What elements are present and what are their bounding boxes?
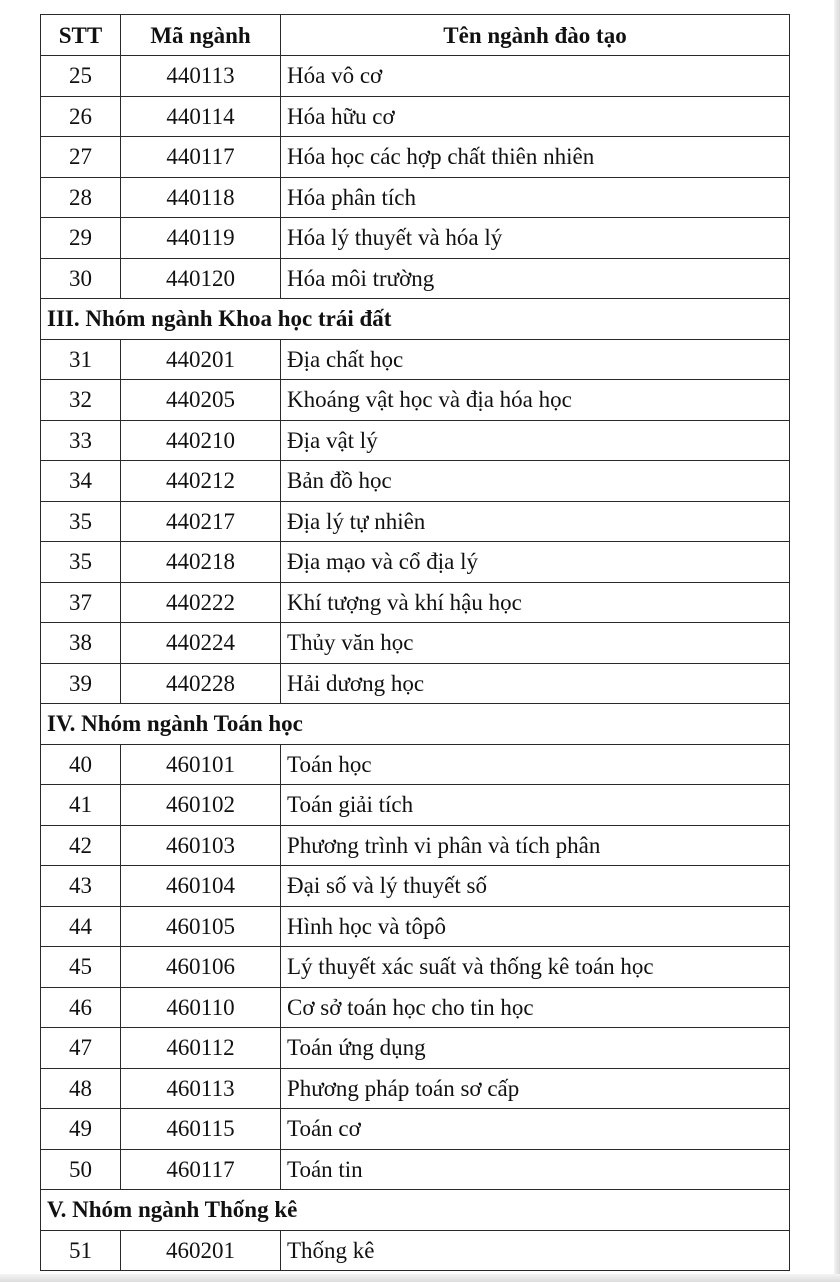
table-row bbox=[41, 258, 790, 299]
table-row bbox=[41, 663, 790, 704]
code-cell: 440218 bbox=[121, 542, 281, 583]
name-cell: Lý thuyết xác suất và thống kê toán học bbox=[281, 947, 790, 988]
stt-cell: 45 bbox=[41, 947, 121, 988]
stt-cell: 44 bbox=[41, 906, 121, 947]
header-name: Tên ngành đào tạo bbox=[281, 15, 790, 56]
table-row bbox=[41, 137, 790, 178]
name-cell: Cơ sở toán học cho tin học bbox=[281, 987, 790, 1028]
code-cell: 460115 bbox=[121, 1109, 281, 1150]
stt-cell: 40 bbox=[41, 744, 121, 785]
name-cell: Phương trình vi phân và tích phân bbox=[281, 825, 790, 866]
table-row bbox=[41, 825, 790, 866]
stt-cell: 35 bbox=[41, 501, 121, 542]
table-row bbox=[41, 177, 790, 218]
group-heading: III. Nhóm ngành Khoa học trái đất bbox=[41, 299, 790, 340]
header-row bbox=[41, 15, 790, 56]
stt-cell: 43 bbox=[41, 866, 121, 907]
group-row bbox=[41, 299, 790, 340]
name-cell: Khí tượng và khí hậu học bbox=[281, 582, 790, 623]
table-row bbox=[41, 866, 790, 907]
stt-cell: 32 bbox=[41, 380, 121, 421]
table-row bbox=[41, 1149, 790, 1190]
code-cell: 460117 bbox=[121, 1149, 281, 1190]
code-cell: 440117 bbox=[121, 137, 281, 178]
code-cell: 460103 bbox=[121, 825, 281, 866]
table-row bbox=[41, 542, 790, 583]
table-row bbox=[41, 420, 790, 461]
name-cell: Bản đồ học bbox=[281, 461, 790, 502]
name-cell: Phương pháp toán sơ cấp bbox=[281, 1068, 790, 1109]
header-stt: STT bbox=[41, 15, 121, 56]
code-cell: 440119 bbox=[121, 218, 281, 259]
stt-cell: 48 bbox=[41, 1068, 121, 1109]
code-cell: 460201 bbox=[121, 1230, 281, 1271]
table-row bbox=[41, 947, 790, 988]
table-row bbox=[41, 461, 790, 502]
name-cell: Hóa lý thuyết và hóa lý bbox=[281, 218, 790, 259]
stt-cell: 34 bbox=[41, 461, 121, 502]
stt-cell: 35 bbox=[41, 542, 121, 583]
name-cell: Khoáng vật học và địa hóa học bbox=[281, 380, 790, 421]
table-row bbox=[41, 906, 790, 947]
stt-cell: 51 bbox=[41, 1230, 121, 1271]
name-cell: Địa vật lý bbox=[281, 420, 790, 461]
table-header bbox=[41, 15, 790, 56]
name-cell: Toán giải tích bbox=[281, 785, 790, 826]
name-cell: Hóa hữu cơ bbox=[281, 96, 790, 137]
table-row bbox=[41, 623, 790, 664]
table-row bbox=[41, 1068, 790, 1109]
code-cell: 440114 bbox=[121, 96, 281, 137]
stt-cell: 42 bbox=[41, 825, 121, 866]
stt-cell: 39 bbox=[41, 663, 121, 704]
stt-cell: 29 bbox=[41, 218, 121, 259]
name-cell: Hóa môi trường bbox=[281, 258, 790, 299]
code-cell: 460101 bbox=[121, 744, 281, 785]
stt-cell: 31 bbox=[41, 339, 121, 380]
code-cell: 460113 bbox=[121, 1068, 281, 1109]
table-row bbox=[41, 582, 790, 623]
majors-table bbox=[40, 14, 790, 1271]
name-cell: Hóa học các hợp chất thiên nhiên bbox=[281, 137, 790, 178]
name-cell: Hải dương học bbox=[281, 663, 790, 704]
table-row bbox=[41, 218, 790, 259]
name-cell: Địa mạo và cổ địa lý bbox=[281, 542, 790, 583]
table-row bbox=[41, 339, 790, 380]
table-row bbox=[41, 785, 790, 826]
group-heading: V. Nhóm ngành Thống kê bbox=[41, 1190, 790, 1231]
page-edge-right bbox=[834, 0, 840, 1282]
code-cell: 440212 bbox=[121, 461, 281, 502]
code-cell: 440210 bbox=[121, 420, 281, 461]
table-row bbox=[41, 56, 790, 97]
table-row bbox=[41, 987, 790, 1028]
code-cell: 460110 bbox=[121, 987, 281, 1028]
stt-cell: 41 bbox=[41, 785, 121, 826]
code-cell: 440205 bbox=[121, 380, 281, 421]
name-cell: Thống kê bbox=[281, 1230, 790, 1271]
code-cell: 460112 bbox=[121, 1028, 281, 1069]
stt-cell: 38 bbox=[41, 623, 121, 664]
page-edge-bottom bbox=[0, 1274, 840, 1282]
name-cell: Hóa phân tích bbox=[281, 177, 790, 218]
code-cell: 440201 bbox=[121, 339, 281, 380]
group-row bbox=[41, 1190, 790, 1231]
stt-cell: 50 bbox=[41, 1149, 121, 1190]
stt-cell: 33 bbox=[41, 420, 121, 461]
name-cell: Toán ứng dụng bbox=[281, 1028, 790, 1069]
name-cell: Hóa vô cơ bbox=[281, 56, 790, 97]
code-cell: 440118 bbox=[121, 177, 281, 218]
code-cell: 460105 bbox=[121, 906, 281, 947]
name-cell: Toán học bbox=[281, 744, 790, 785]
code-cell: 440228 bbox=[121, 663, 281, 704]
code-cell: 440120 bbox=[121, 258, 281, 299]
name-cell: Địa lý tự nhiên bbox=[281, 501, 790, 542]
code-cell: 460104 bbox=[121, 866, 281, 907]
stt-cell: 27 bbox=[41, 137, 121, 178]
table-body bbox=[41, 56, 790, 1271]
group-heading: IV. Nhóm ngành Toán học bbox=[41, 704, 790, 745]
code-cell: 440224 bbox=[121, 623, 281, 664]
name-cell: Địa chất học bbox=[281, 339, 790, 380]
name-cell: Thủy văn học bbox=[281, 623, 790, 664]
group-row bbox=[41, 704, 790, 745]
code-cell: 460106 bbox=[121, 947, 281, 988]
header-code: Mã ngành bbox=[121, 15, 281, 56]
stt-cell: 28 bbox=[41, 177, 121, 218]
name-cell: Toán cơ bbox=[281, 1109, 790, 1150]
table-row bbox=[41, 1109, 790, 1150]
table-row bbox=[41, 1230, 790, 1271]
table-row bbox=[41, 501, 790, 542]
code-cell: 440217 bbox=[121, 501, 281, 542]
code-cell: 440113 bbox=[121, 56, 281, 97]
table-row bbox=[41, 744, 790, 785]
stt-cell: 25 bbox=[41, 56, 121, 97]
stt-cell: 49 bbox=[41, 1109, 121, 1150]
stt-cell: 37 bbox=[41, 582, 121, 623]
code-cell: 440222 bbox=[121, 582, 281, 623]
name-cell: Toán tin bbox=[281, 1149, 790, 1190]
table-row bbox=[41, 380, 790, 421]
table-row bbox=[41, 1028, 790, 1069]
table-row bbox=[41, 96, 790, 137]
name-cell: Hình học và tôpô bbox=[281, 906, 790, 947]
stt-cell: 47 bbox=[41, 1028, 121, 1069]
name-cell: Đại số và lý thuyết số bbox=[281, 866, 790, 907]
stt-cell: 26 bbox=[41, 96, 121, 137]
stt-cell: 30 bbox=[41, 258, 121, 299]
code-cell: 460102 bbox=[121, 785, 281, 826]
stt-cell: 46 bbox=[41, 987, 121, 1028]
